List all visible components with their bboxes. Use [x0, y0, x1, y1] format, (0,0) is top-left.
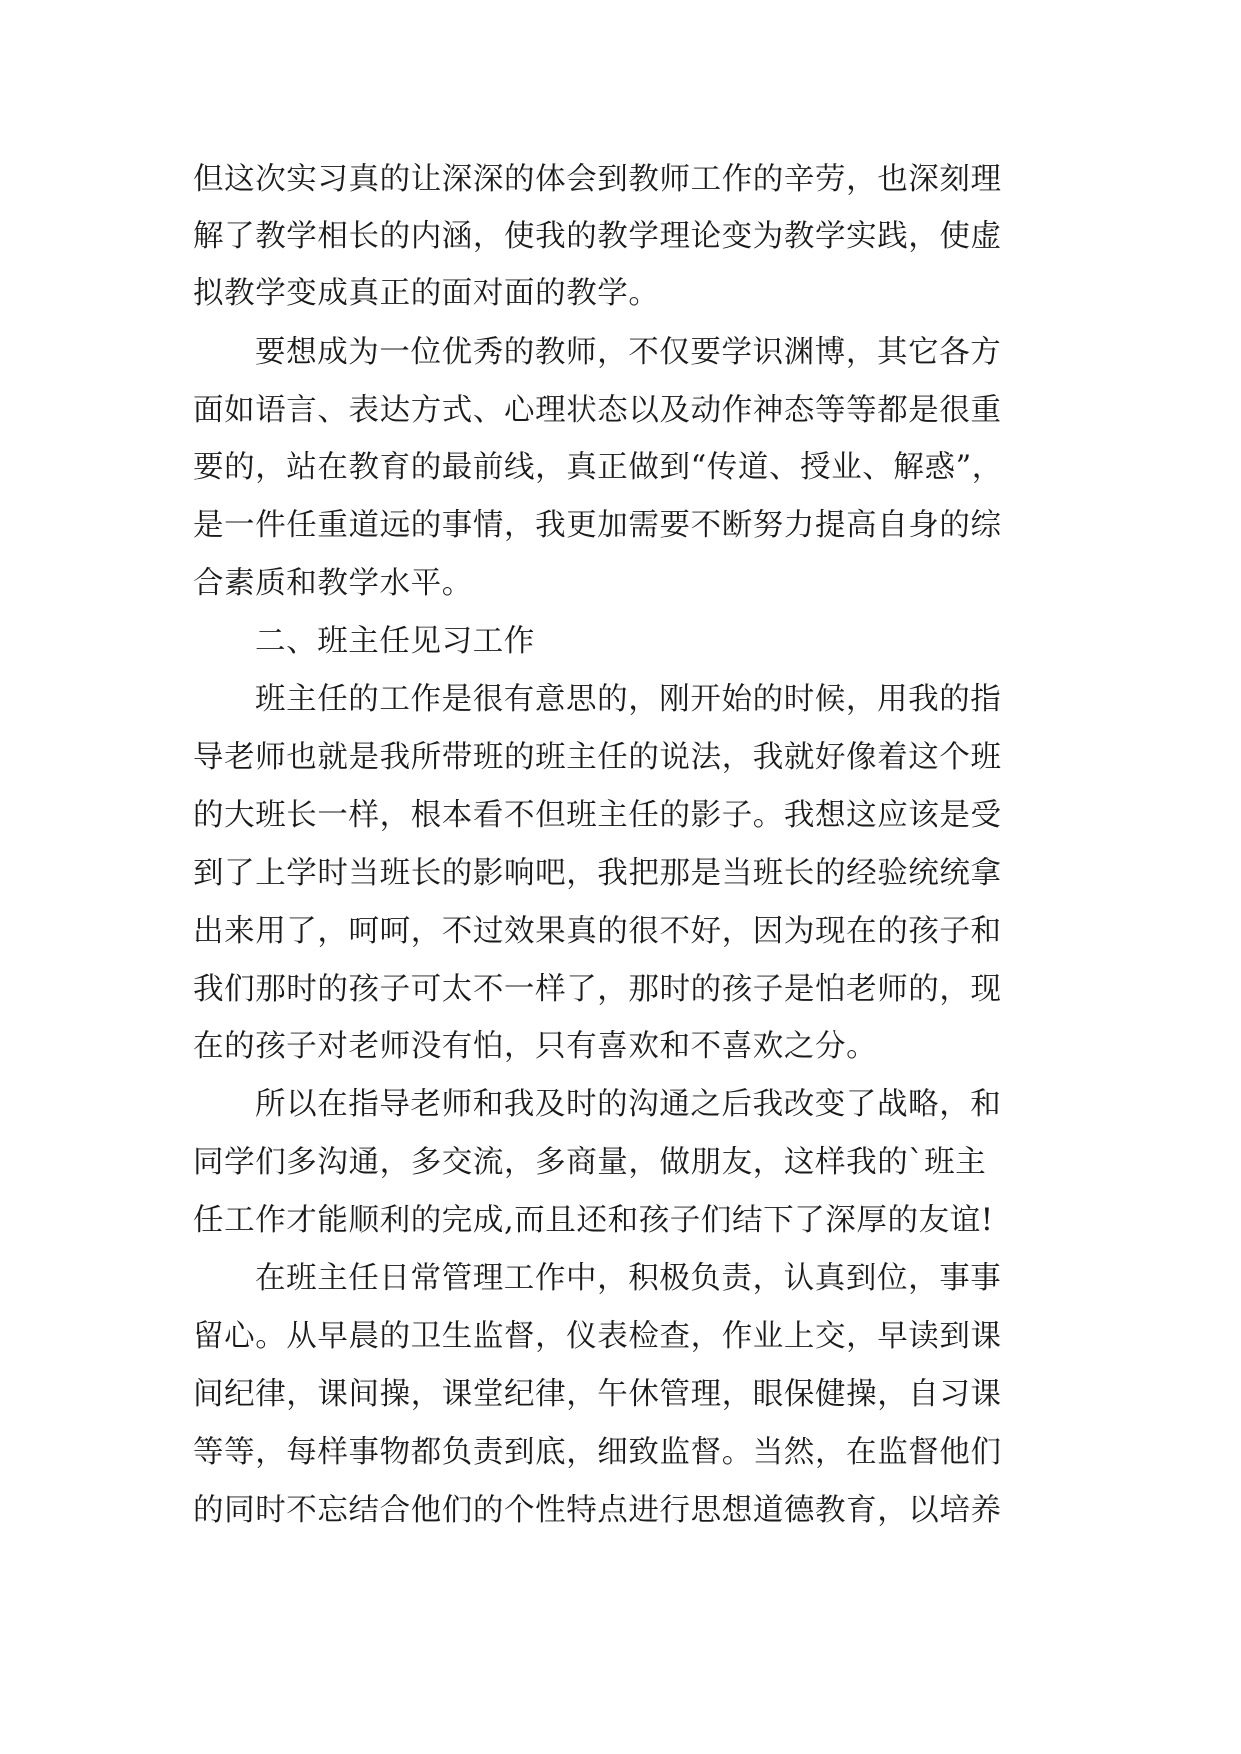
text-line: 在的孩子对老师没有怕，只有喜欢和不喜欢之分。: [193, 1029, 878, 1064]
text-line: 等等，每样事物都负责到底，细致监督。当然，在监督他们: [193, 1435, 1002, 1470]
text-line: 合素质和教学水平。: [193, 566, 473, 601]
section-heading: 二、班主任见习工作: [255, 624, 535, 659]
text-line: 解了教学相长的内涵，使我的教学理论变为教学实践，使虚: [193, 219, 1002, 254]
text-line: 的同时不忘结合他们的个性特点进行思想道德教育，以培养: [193, 1493, 1002, 1528]
text-line: 我们那时的孩子可太不一样了，那时的孩子是怕老师的，现: [193, 972, 1002, 1007]
text-line: 留心。从早晨的卫生监督，仪表检查，作业上交，早读到课: [193, 1319, 1002, 1354]
text-line: 的大班长一样，根本看不但班主任的影子。我想这应该是受: [193, 798, 1002, 833]
text-line: 任工作才能顺利的完成,而且还和孩子们结下了深厚的友谊!: [193, 1203, 994, 1238]
text-line: 在班主任日常管理工作中，积极负责，认真到位，事事: [255, 1261, 1002, 1296]
text-line: 导老师也就是我所带班的班主任的说法，我就好像着这个班: [193, 740, 1002, 775]
text-line: 所以在指导老师和我及时的沟通之后我改变了战略，和: [255, 1087, 1002, 1122]
text-line: 出来用了，呵呵，不过效果真的很不好，因为现在的孩子和: [193, 914, 1002, 949]
text-line: 要的，站在教育的最前线，真正做到“传道、授业、解惑”，: [193, 450, 1003, 485]
text-line: 是一件任重道远的事情，我更加需要不断努力提高自身的综: [193, 508, 1002, 543]
text-line: 但这次实习真的让深深的体会到教师工作的辛劳，也深刻理: [193, 162, 1002, 197]
text-line: 班主任的工作是很有意思的，刚开始的时候，用我的指: [255, 682, 1002, 717]
text-line: 要想成为一位优秀的教师，不仅要学识渊博，其它各方: [255, 335, 1002, 370]
text-line: 同学们多沟通，多交流，多商量，做朋友，这样我的`班主: [193, 1145, 987, 1180]
text-line: 拟教学变成真正的面对面的教学。: [193, 276, 660, 311]
text-line: 面如语言、表达方式、心理状态以及动作神态等等都是很重: [193, 393, 1002, 428]
text-line: 到了上学时当班长的影响吧，我把那是当班长的经验统统拿: [193, 856, 1002, 891]
text-line: 间纪律，课间操，课堂纪律，午休管理，眼保健操，自习课: [193, 1377, 1002, 1412]
